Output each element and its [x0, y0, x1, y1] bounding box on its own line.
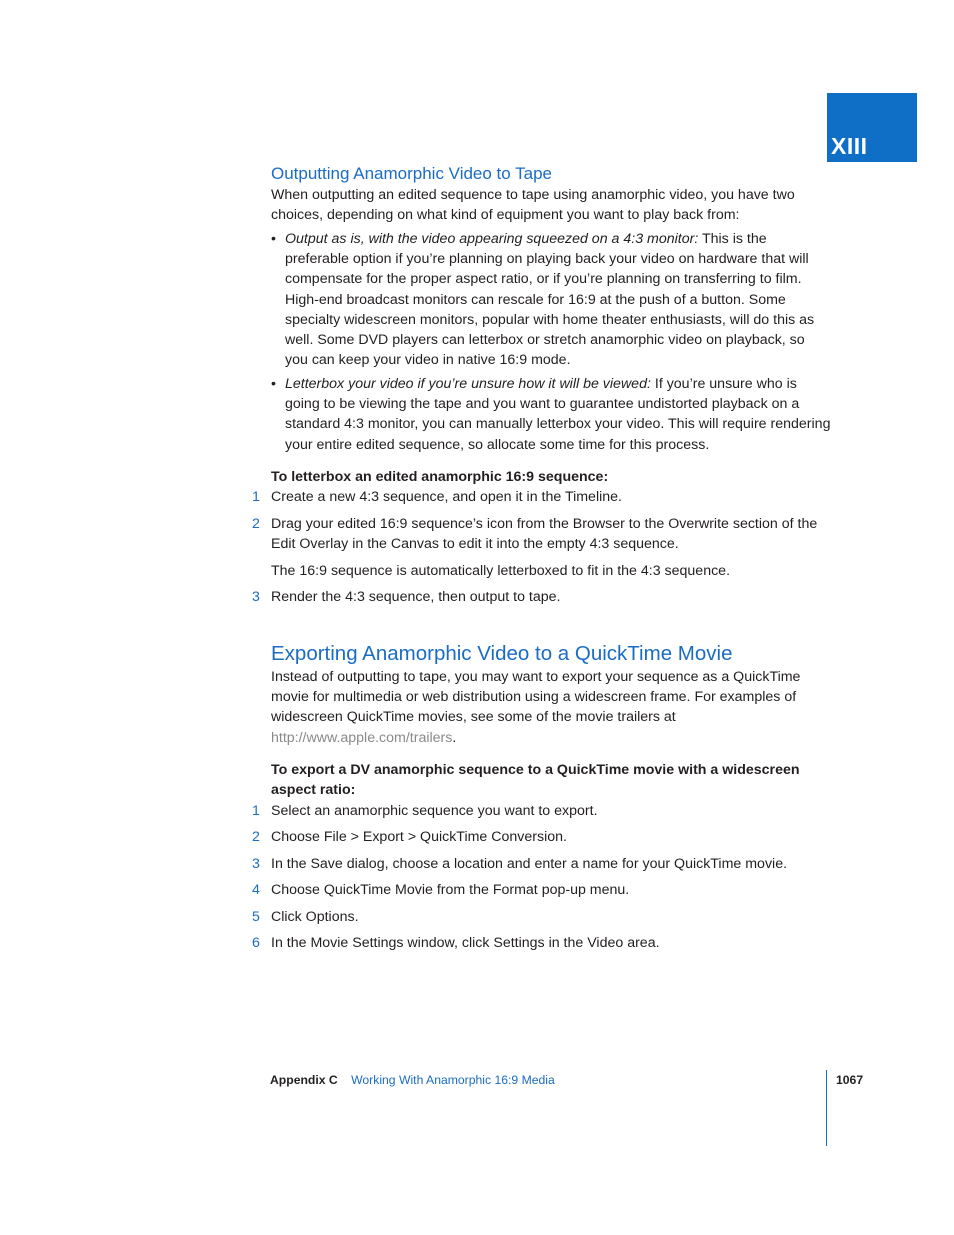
- step-text: Select an anamorphic sequence you want to export.: [271, 803, 598, 819]
- bullet-letterbox: [271, 374, 831, 455]
- step-text: In the Movie Settings window, click Settings in the Video area.: [271, 935, 660, 951]
- bullet-lead: Output as is, with the video appearing squeezed on a 4:3 monitor:: [285, 231, 699, 247]
- task-label-export: To export a DV anamorphic sequence to a QuickTime movie with a widescreen aspect ratio:: [271, 762, 800, 799]
- link-suffix: .: [452, 729, 457, 746]
- section1-intro: When outputting an edited sequence to tape using anamorphic video, you have two choices, depending on what kind of equipment you want to play back from:: [271, 187, 795, 224]
- chapter-tab: [827, 93, 917, 162]
- step-item: [246, 880, 831, 900]
- step-text: Create a new 4:3 sequence, and open it in the Timeline.: [271, 489, 622, 505]
- trailers-link[interactable]: http://www.apple.com/trailers: [271, 729, 453, 746]
- step-item: [246, 907, 831, 927]
- bullet-lead: Letterbox your video if you’re unsure how it will be viewed:: [285, 376, 651, 392]
- page-number: 1067: [836, 1073, 864, 1087]
- footer-appendix: Appendix C: [270, 1073, 338, 1087]
- bullet-marker: •: [271, 376, 276, 392]
- page-footer: [270, 1072, 555, 1088]
- bullet-output-as-is: [271, 229, 831, 370]
- footer-chapter-title: Working With Anamorphic 16:9 Media: [351, 1073, 555, 1087]
- step-number: 2: [252, 516, 260, 532]
- step-item: [246, 801, 831, 821]
- step-number: 1: [252, 489, 260, 505]
- bullet-marker: •: [271, 231, 276, 247]
- step-text: Render the 4:3 sequence, then output to tape.: [271, 589, 561, 605]
- step-text: In the Save dialog, choose a location and enter a name for your QuickTime movie.: [271, 856, 788, 872]
- step-text: Drag your edited 16:9 sequence’s icon from the Browser to the Overwrite section of the Edit Overlay in the Canvas to edit it into the empty 4:3 sequence.: [271, 516, 818, 553]
- step-number: 3: [252, 589, 260, 605]
- chapter-tab-label: XIII: [831, 133, 868, 159]
- step-text: Click Options.: [271, 909, 359, 925]
- step-number: 1: [252, 803, 260, 819]
- step-text: Choose QuickTime Movie from the Format pop-up menu.: [271, 882, 630, 898]
- step-number: 5: [252, 909, 260, 925]
- step-item: [246, 827, 831, 847]
- bullet-text: This is the preferable option if you’re planning on playing back your video on hardware that will compensate for the proper aspect ratio, or if you’re planning on transferring to film. High-end broadcast monitors can rescale for 16:9 at the push of a button. Some specialty widescreen monitors, popular with home theater enthusiasts, will do this as well. Some DVD players can letterbox or stretch anamorphic video on playback, so you can keep your video in native 16:9 mode.: [285, 231, 815, 369]
- step-item: [246, 514, 831, 554]
- step-number: 2: [252, 829, 260, 845]
- step-item: [246, 854, 831, 874]
- step-item: [246, 933, 831, 953]
- step-item: [246, 487, 831, 507]
- section-heading-exporting: Exporting Anamorphic Video to a QuickTime Movie: [271, 642, 733, 665]
- step-note: The 16:9 sequence is automatically letterboxed to fit in the 4:3 sequence.: [271, 563, 731, 579]
- step-item: [246, 587, 831, 607]
- step-number: 3: [252, 856, 260, 872]
- section2-intro-text: Instead of outputting to tape, you may want to export your sequence as a QuickTime movie for multimedia or web distribution using a widescreen frame. For examples of widescreen QuickTime movies, see some of the movie trailers at: [271, 669, 801, 726]
- section2-intro: [271, 667, 831, 748]
- section-heading-outputting: Outputting Anamorphic Video to Tape: [271, 164, 553, 183]
- step-text: Choose File > Export > QuickTime Conversion.: [271, 829, 567, 845]
- step-number: 4: [252, 882, 260, 898]
- step-number: 6: [252, 935, 260, 951]
- task-label-letterbox: To letterbox an edited anamorphic 16:9 sequence:: [271, 469, 609, 485]
- bullet-text: If you’re unsure who is going to be viewing the tape and you want to guarantee undistorted playback on a standard 4:3 monitor, you can manually letterbox your video. This will require rendering your entire edited sequence, so allocate some time for this process.: [285, 376, 831, 453]
- footer-divider: [826, 1070, 827, 1146]
